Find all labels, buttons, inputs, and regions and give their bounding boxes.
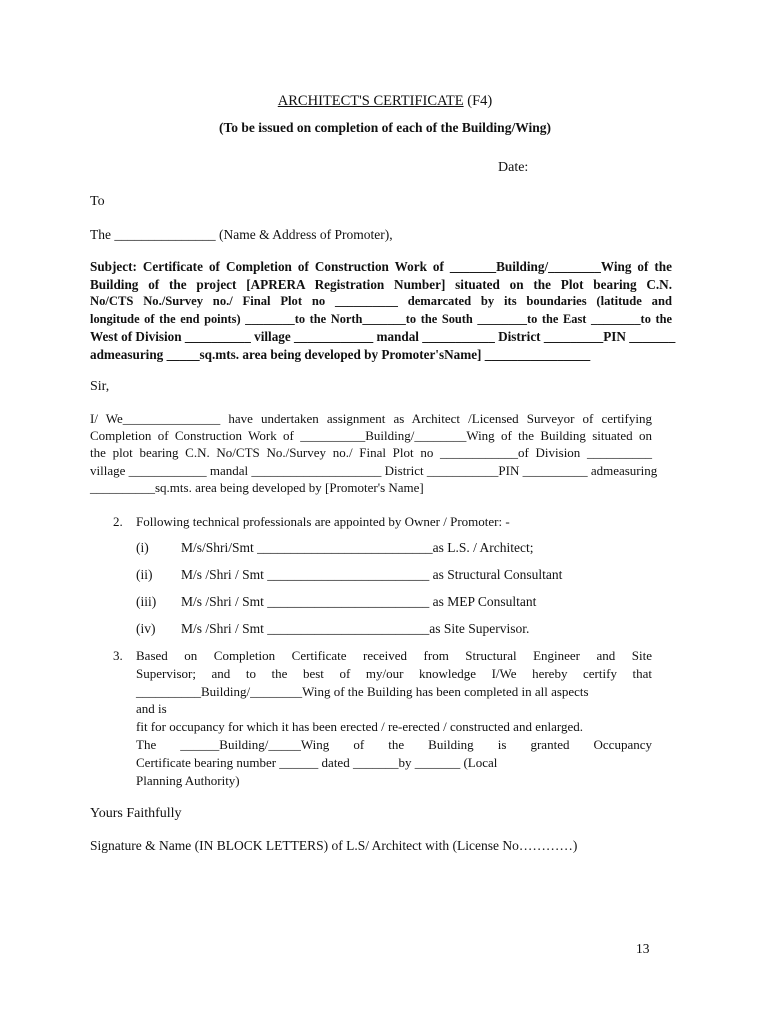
document-subtitle: (To be issued on completion of each of the Building/Wing) [219,120,551,135]
subject-line: Building of the project [APRERA Registration Number] situated on the Plot bearing C.N. [90,276,672,292]
closing-line: Yours Faithfully [90,806,182,821]
subject-line: Subject: Certificate of Completion of Construction Work of _______Building/________Wing of the [90,259,672,274]
title-form-code: (F4) [467,93,493,109]
professional-entry: M/s /Shri / Smt ________________________as Site Supervisor. [181,621,530,636]
paragraph-line: and is [136,701,167,717]
paragraph-line: Certificate bearing number ______ dated _______by _______ (Local [136,754,498,770]
paragraph-line: Completion of Construction Work of __________Building/________Wing of the Building situated on [90,428,652,444]
subject-line: longitude of the end points) ________to the North_______to the South ________to the East ________to the [90,311,672,326]
professionals-intro: Following technical professionals are appointed by Owner / Promoter: - [136,514,510,529]
professional-numeral: (ii) [136,567,153,582]
paragraph-line: I/ We_______________ have undertaken assignment as Architect /Licensed Surveyor of certifying [90,411,652,426]
to-label: To [90,194,105,209]
professional-numeral: (iv) [136,621,156,636]
date-label: Date: [498,160,529,175]
document-title [0,93,770,110]
professional-numeral: (iii) [136,594,157,609]
paragraph-line: __________Building/________Wing of the Building has been completed in all aspects [136,683,589,699]
paragraph-line: Planning Authority) [136,772,240,788]
subject-line: West of Division __________ village ____________ mandal ___________ District _________PIN _______ [90,329,676,345]
paragraph-line: The ______Building/_____Wing of the Building is granted Occupancy [136,736,652,752]
professional-numeral: (i) [136,540,149,555]
paragraph-line: Based on Completion Certificate received from Structural Engineer and Site [136,648,652,663]
professional-entry: M/s/Shri/Smt __________________________as L.S. / Architect; [181,540,534,555]
page-number: 13 [636,941,650,956]
addressee-line: The _______________ (Name & Address of Promoter), [90,227,393,242]
paragraph-line: fit for occupancy for which it has been erected / re-erected / constructed and enlarged. [136,719,583,735]
occupancy-paragraph [136,647,652,789]
item-number: 2. [113,514,123,529]
paragraph-line: the plot bearing C.N. No/CTS No./Survey no./ Final Plot no ____________of Division __________ [90,445,652,461]
professional-entry: M/s /Shri / Smt ________________________ as Structural Consultant [181,567,563,582]
title-text: ARCHITECT'S CERTIFICATE [277,93,464,109]
signature-line: Signature & Name (IN BLOCK LETTERS) of L.S/ Architect with (License No…………) [90,838,578,853]
subject-paragraph [90,258,676,364]
item-number: 3. [113,648,123,663]
professional-entry: M/s /Shri / Smt ________________________ as MEP Consultant [181,594,537,609]
subject-line: No/CTS No./Survey no./ Final Plot no __________ demarcated by its boundaries (latitude and [90,294,672,309]
paragraph-line: Supervisor; and to the best of my/our knowledge I/We hereby certify that [136,665,652,681]
paragraph-line: village ____________ mandal ____________________ District ___________PIN __________ admeasuring [90,462,658,478]
paragraph-line: __________sq.mts. area being developed by [Promoter's Name] [90,479,424,495]
salutation: Sir, [90,379,110,394]
subject-line: admeasuring _____sq.mts. area being developed by Promoter'sName] ________________ [90,346,591,362]
certification-paragraph [90,410,658,496]
